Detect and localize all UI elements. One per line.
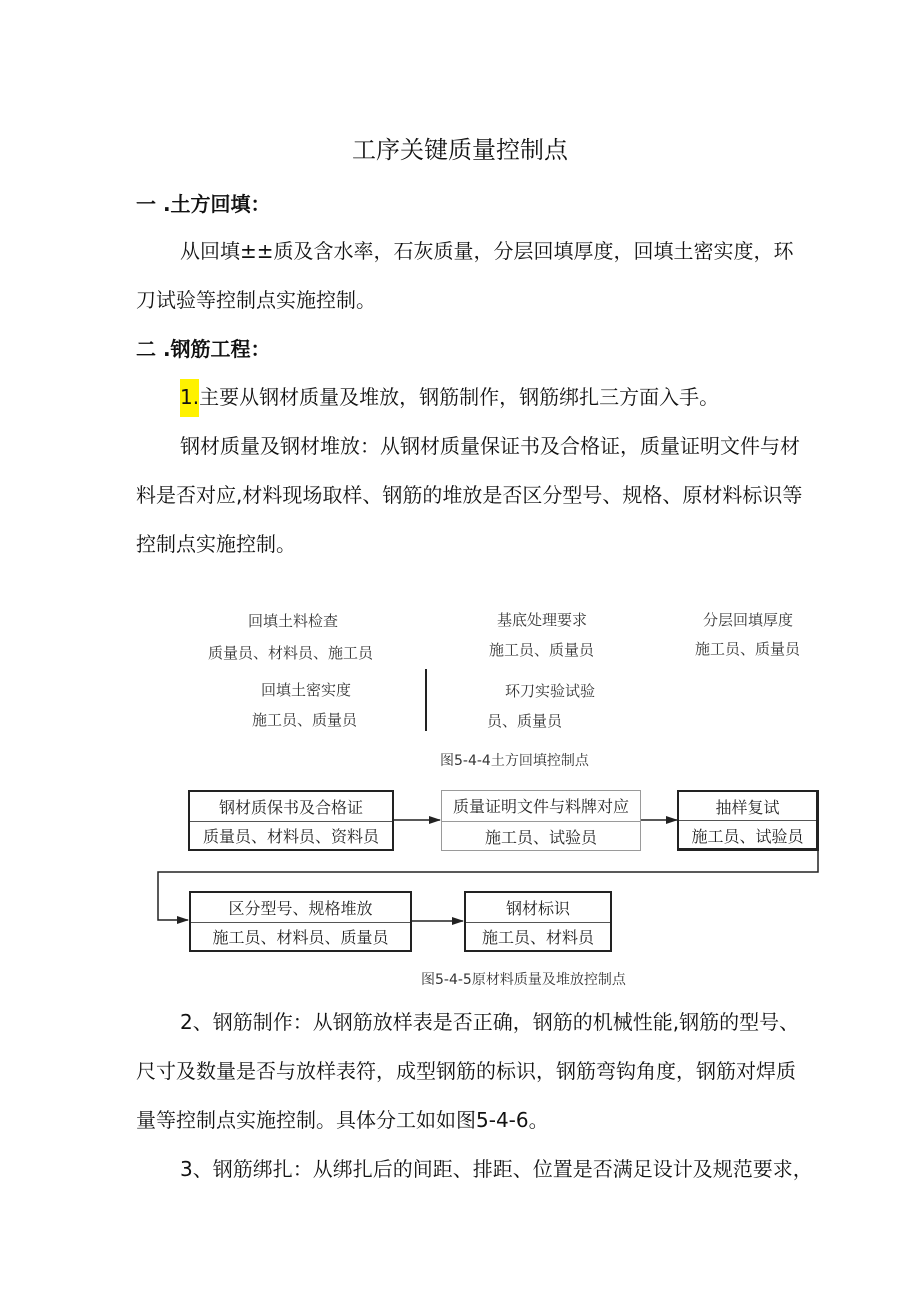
figure-caption: 图5-4-5原材料质量及堆放控制点 bbox=[421, 972, 626, 988]
flow-box bbox=[464, 891, 612, 952]
fig1-node-name: 环刀实验试验 bbox=[505, 682, 596, 700]
page-title: 工序关键质量控制点 bbox=[352, 136, 568, 164]
flow-box-title: 质量证明文件与料牌对应 bbox=[442, 791, 640, 822]
flow-box-roles: 质量员、材料员、资料员 bbox=[202, 827, 379, 847]
paragraph-line: 控制点实施控制。 bbox=[136, 532, 296, 556]
paragraph-line: 料是否对应,材料现场取样、钢筋的堆放是否区分型号、规格、原材料标识等 bbox=[136, 483, 803, 507]
flow-box-title: 区分型号、规格堆放 bbox=[191, 893, 410, 923]
fig1-node-roles: 施工员、质量员 bbox=[489, 641, 595, 659]
fig1-node-roles: 质量员、材料员、施工员 bbox=[208, 644, 374, 662]
flow-box bbox=[189, 891, 412, 952]
fig1-node-roles: 施工员、质量员 bbox=[252, 711, 358, 729]
fig1-node-name: 分层回填厚度 bbox=[703, 611, 794, 629]
fig1-node-name: 基底处理要求 bbox=[497, 611, 588, 629]
flow-box-title: 钢材标识 bbox=[466, 893, 610, 923]
item-text: 主要从钢材质量及堆放，钢筋制作，钢筋绑扎三方面入手。 bbox=[199, 385, 720, 409]
flow-box-roles: 施工员、试验员 bbox=[484, 827, 597, 847]
item-number-highlight: 1. bbox=[180, 379, 199, 417]
flow-box bbox=[441, 790, 641, 851]
flow-box-roles: 施工员、试验员 bbox=[691, 826, 804, 846]
flow-box bbox=[188, 790, 394, 851]
paragraph-line: 量等控制点实施控制。具体分工如如图5-4-6。 bbox=[136, 1108, 549, 1132]
flow-box-roles: 施工员、材料员 bbox=[481, 928, 594, 948]
paragraph-line: 钢材质量及钢材堆放：从钢材质量保证书及合格证，质量证明文件与材 bbox=[180, 434, 800, 458]
fig1-node-roles: 员、质量员 bbox=[487, 712, 563, 730]
flow-box-title: 钢材质保书及合格证 bbox=[190, 792, 392, 822]
paragraph-line: 2、钢筋制作：从钢筋放样表是否正确，钢筋的机械性能,钢筋的型号、 bbox=[180, 1010, 800, 1034]
paragraph-line: 3、钢筋绑扎：从绑扎后的间距、排距、位置是否满足设计及规范要求， bbox=[180, 1157, 813, 1181]
flow-box-title: 抽样复试 bbox=[679, 792, 816, 821]
flow-box bbox=[677, 790, 819, 851]
figure-caption: 图5-4-4土方回填控制点 bbox=[440, 753, 589, 769]
flow-box-roles: 施工员、材料员、质量员 bbox=[212, 928, 389, 948]
fig1-node-name: 回填土密实度 bbox=[261, 681, 352, 699]
fig1-node-roles: 施工员、质量员 bbox=[695, 640, 801, 658]
paragraph-line: 刀试验等控制点实施控制。 bbox=[136, 288, 376, 312]
fig1-node-name: 回填土料检查 bbox=[248, 612, 339, 630]
paragraph-line: 尺寸及数量是否与放样表符，成型钢筋的标识，钢筋弯钩角度，钢筋对焊质 bbox=[136, 1059, 796, 1083]
paragraph-line: 从回填±±质及含水率，石灰质量，分层回填厚度，回填土密实度，环 bbox=[180, 239, 794, 263]
section-heading-earthwork: 一 .土方回填： bbox=[136, 192, 271, 216]
section-heading-rebar: 二 .钢筋工程： bbox=[136, 337, 271, 361]
